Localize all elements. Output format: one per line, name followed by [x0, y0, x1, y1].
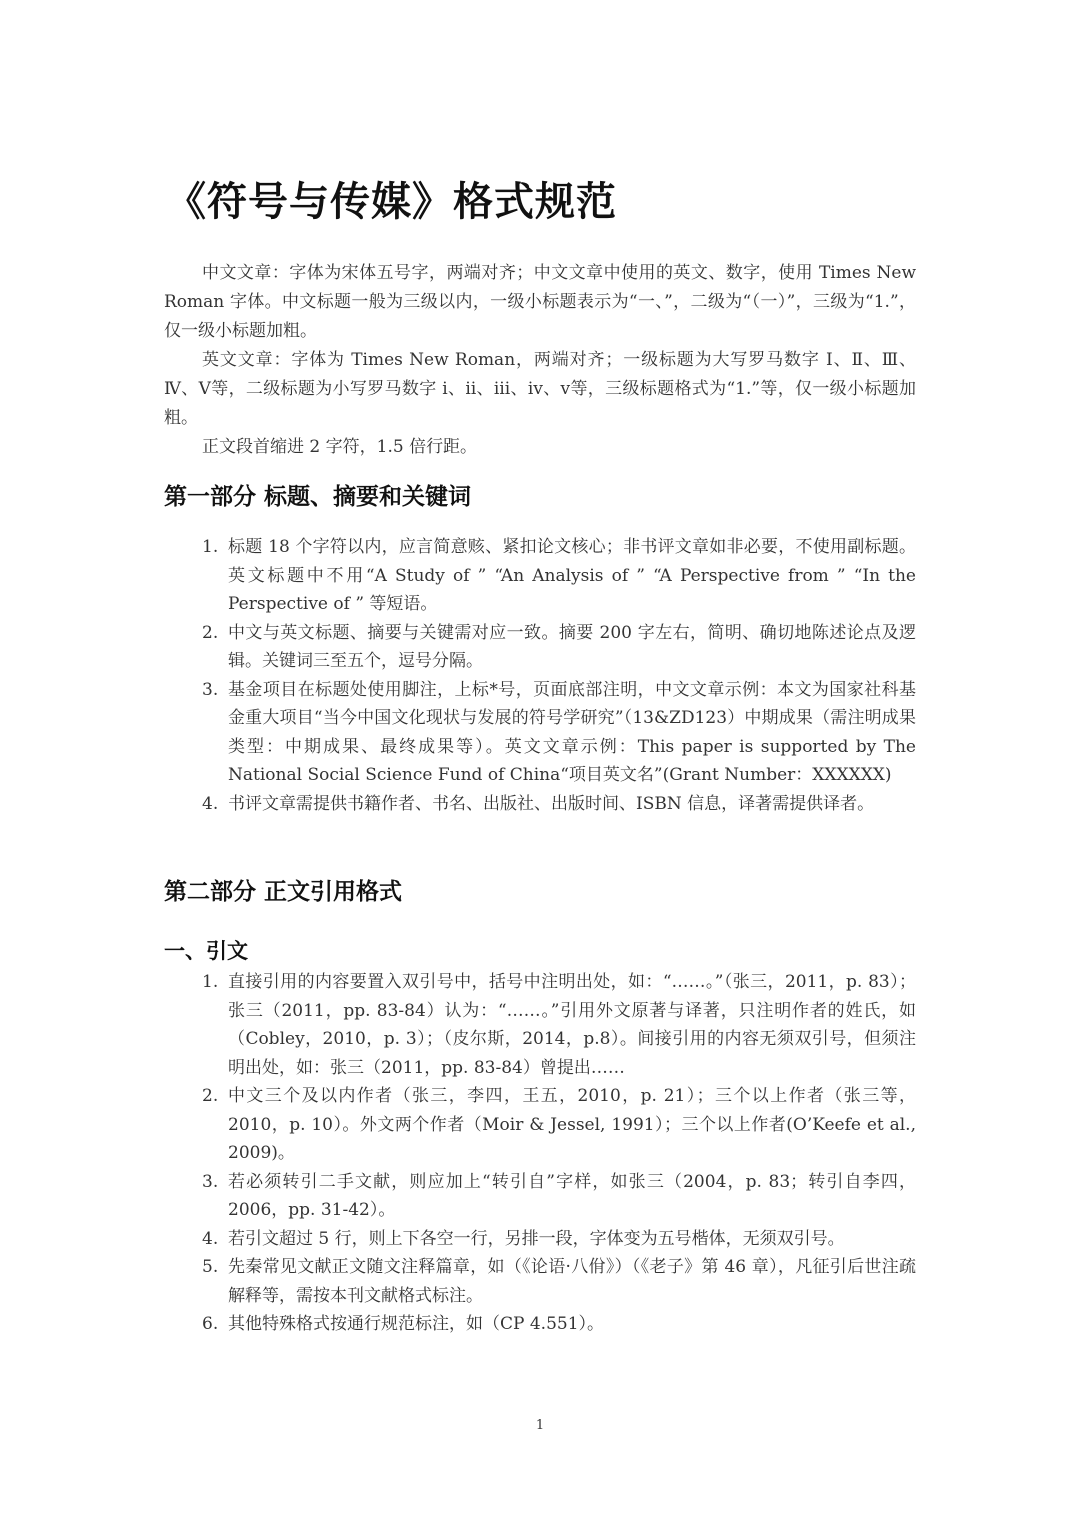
list-item — [164, 676, 916, 790]
list-item — [164, 1168, 916, 1225]
list-item — [164, 968, 916, 1082]
list-item — [164, 1253, 916, 1310]
list-item-text: 若引文超过 5 行，则上下各空一行，另排一段，字体变为五号楷体，无须双引号。 — [228, 1228, 845, 1249]
list-item-number: 2. — [202, 622, 219, 643]
page-number: 1 — [535, 1418, 545, 1433]
list-item-text: 中文与英文标题、摘要与关键需对应一致。摘要 200 字左右，简明、确切地陈述论点及逻辑。关键词三至五个，逗号分隔。 — [228, 622, 916, 671]
list-item-text: 直接引用的内容要置入双引号中，括号中注明出处，如：“……。”（张三，2011，p. 83）；张三（2011，pp. 83-84）认为：“……。”引用外文原著与译著，只注明作者的姓氏，如（Cobley，2010，p. 3）；（皮尔斯，2014，p.8）。间接引用的内容无须双引号，但须注明出处，如：张三（2011，pp. 83-84）曾提出…… — [228, 972, 916, 1078]
part1-list — [164, 533, 916, 818]
intro-paragraph-english: 英文文章：字体为 Times New Roman，两端对齐；一级标题为大写罗马数字 Ⅰ、Ⅱ、Ⅲ、Ⅳ、Ⅴ等，二级标题为小写罗马数字 ⅰ、ⅱ、ⅲ、ⅳ、ⅴ等，三级标题格式为“1.”等，仅一级小标题加粗。 — [164, 350, 916, 428]
list-item-number: 4. — [202, 1228, 219, 1249]
intro-paragraph-chinese: 中文文章：字体为宋体五号字，两端对齐；中文文章中使用的英文、数字，使用 Times New Roman 字体。中文标题一般为三级以内，一级小标题表示为“一、”，二级为“（一）”，三级为“1.”，仅一级小标题加粗。 — [164, 263, 916, 341]
document-title: 《符号与传媒》格式规范 — [166, 179, 617, 225]
list-item-number: 5. — [202, 1257, 219, 1277]
list-item — [164, 1310, 916, 1339]
list-item-number: 1. — [202, 537, 219, 557]
list-item — [164, 533, 916, 619]
list-item-number: 6. — [202, 1314, 219, 1334]
list-item-text: 基金项目在标题处使用脚注，上标*号，页面底部注明，中文文章示例：本文为国家社科基金重大项目“当今中国文化现状与发展的符号学研究”（13&ZD123）中期成果（需注明成果类型：中期成果、最终成果等）。英文文章示例：This paper is supported by The National Social Science Fund of China“项目英文名”(Grant Number：XXXXXX) — [228, 679, 916, 785]
list-item-number: 3. — [202, 1171, 219, 1192]
list-item-number: 2. — [202, 1086, 219, 1106]
part2-list — [164, 968, 916, 1339]
list-item — [164, 1225, 916, 1254]
intro-paragraph-indent: 正文段首缩进 2 字符，1.5 倍行距。 — [202, 437, 478, 457]
list-item — [164, 790, 916, 819]
list-item-number: 3. — [202, 679, 219, 700]
list-item-number: 4. — [202, 793, 219, 814]
list-item-text: 若必须转引二手文献，则应加上“转引自”字样，如张三（2004，p. 83；转引自李四，2006，pp. 31-42）。 — [228, 1171, 916, 1220]
list-item-text: 其他特殊格式按通行规范标注，如（CP 4.551）。 — [228, 1314, 605, 1334]
list-item-text: 先秦常见文献正文随文注释篇章，如（《论语·八佾》）（《老子》第 46 章），凡征引后世注疏解释等，需按本刊文献格式标注。 — [228, 1257, 916, 1306]
part2-subheading: 一、引文 — [164, 939, 248, 963]
intro-section — [164, 259, 916, 462]
part2-heading: 第二部分 正文引用格式 — [164, 879, 403, 905]
part1-heading: 第一部分 标题、摘要和关键词 — [164, 484, 472, 510]
list-item-number: 1. — [202, 972, 219, 992]
list-item — [164, 1082, 916, 1168]
list-item — [164, 619, 916, 676]
list-item-text: 标题 18 个字符以内，应言简意赅、紧扣论文核心；非书评文章如非必要，不使用副标题。英文标题中不用“A Study of ” “An Analysis of ” “A Perspective from ” “In the Perspective of ” 等短语。 — [228, 537, 916, 614]
list-item-text: 中文三个及以内作者（张三，李四，王五，2010，p. 21）；三个以上作者（张三等，2010，p. 10）。外文两个作者（Moir & Jessel, 1991）；三个以上作者(O’Keefe et al., 2009)。 — [228, 1086, 916, 1163]
list-item-text: 书评文章需提供书籍作者、书名、出版社、出版时间、ISBN 信息，译著需提供译者。 — [228, 793, 875, 814]
